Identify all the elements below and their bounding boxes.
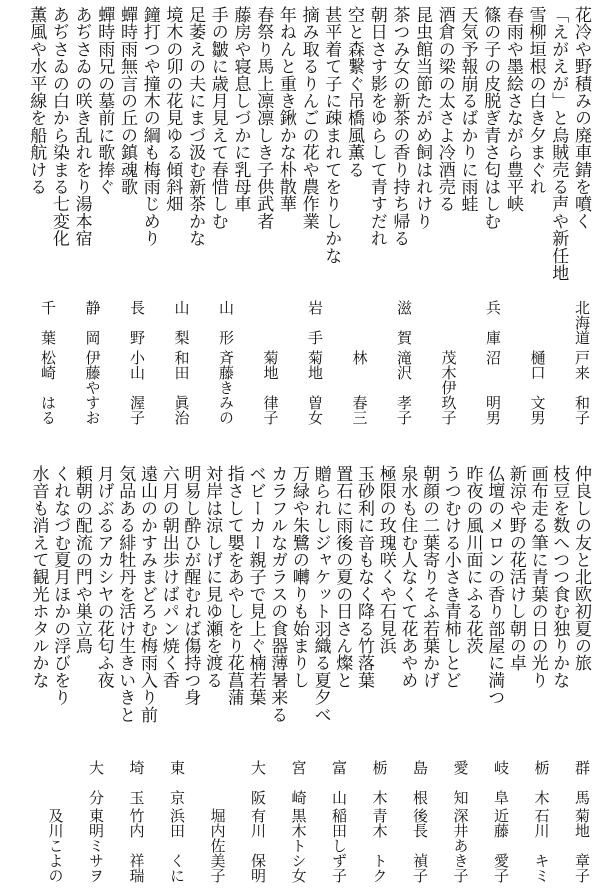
author-name: 深井あき子 [451,808,470,883]
author-name: 松崎 はる [39,350,57,425]
haiku-line: 置石に雨後の夏の日さん燦と [332,465,353,689]
haiku-line: くれなづむ夏月ほかの浮びをり [50,465,71,706]
haiku-line: 万緑や朱鷺の囀りも始まりし [288,465,309,689]
haiku-line: 春祭り馬上凛凛しき子供武者 [253,6,274,230]
author-name: 斉藤きみの [217,350,235,425]
author-name: 有川 保明 [249,808,267,883]
haiku-line: 年ねんと重き鍬かな朴散華 [275,6,296,213]
author-prefecture: 長 野 [128,300,146,345]
author-name: 浜田 くに [168,808,186,883]
haiku-line: 薫風や水平線を船航ける [26,6,47,196]
haiku-line: 篠の子の皮脱ぎ青さ匂はしむ [480,6,501,230]
haiku-line: 対岸は涼しげに見ゆ瀬を渡る [202,465,223,689]
haiku-line: 蟬時雨兄の墓前に歌捧ぐ [94,6,115,196]
haiku-line: 酒倉の梁の太さよ冷酒売る [434,6,455,213]
author-name: 茂木伊玖子 [439,350,458,425]
haiku-line: 気品ある緋牡丹を活け生きいきと [115,465,136,723]
haiku-line: 仲良しの友と北欧初夏の旅 [571,465,591,672]
author-name: 後長 禎子 [411,808,429,883]
haiku-line: 鐘打つや撞木の綱も梅雨じめり [139,6,160,247]
author-prefecture: 大 阪 [249,760,267,805]
author-name: 及川こよの [46,808,65,883]
haiku-line: 藤房や寝息しづかに乳母車 [230,6,251,213]
author-prefecture: 山 形 [217,300,235,345]
author-prefecture: 東 京 [168,760,186,805]
author-prefecture: 兵 庫 [484,300,502,345]
haiku-line: 手の皺に歳月見えて春惜しむ [207,6,228,230]
author-prefecture: 愛 知 [451,760,470,805]
haiku-line: 極限の玫瑰咲くや石見浜 [375,465,396,655]
haiku-line: 水音も消えて観光ホタルかな [28,465,49,689]
author-name: 菊地 律子 [261,350,280,425]
haiku-line: 昨夜の風川面にふる花茨 [462,465,483,655]
author-prefecture: 静 岡 [83,300,102,345]
author-name: 和田 眞治 [172,350,191,425]
author-name: 伊藤やすお [83,350,102,425]
haiku-line: 明易し酔ひが醒むれば傷持つ身 [180,465,201,706]
haiku-line: 昆虫館当節たがめ飼はれけり [412,6,433,230]
haiku-line: 天気予報崩るばかりに雨蛙 [457,6,478,213]
haiku-line: ベビーカー親子で見上ぐ楠若葉 [245,465,266,706]
haiku-line: 玉砂利に音もなく降る竹落葉 [354,465,374,689]
author-prefecture: 山 梨 [172,300,191,345]
haiku-line: 「えがえが」と烏賊売る声や新任地 [548,6,569,282]
haiku-line: うつむける小さき青柿しとど [440,465,461,689]
author-prefecture: 島 根 [411,760,429,805]
author-name: 菊地 章子 [573,808,591,883]
haiku-line: 仏壇のメロンの香り部屋に満つ [484,465,505,706]
haiku-line: カラフルなガラスの食器薄暑来る [267,465,288,723]
haiku-line: 泉水も住む人なくて花あやめ [397,465,418,689]
haiku-line: あぢさゐの白から染まる七変化 [48,6,69,247]
haiku-line: 指さして嬰をあやしをり花菖蒲 [223,465,244,706]
author-prefecture: 岩 手 [306,300,324,345]
haiku-line: 画布走る筆に青葉の日の光り [527,465,548,689]
author-name: 青木 トク [370,808,389,883]
haiku-line: 茶つみ女の新茶の香り持ち帰る [389,6,410,247]
haiku-line: 月げぶるアカシヤの花匂ふ夜 [93,465,114,689]
haiku-line: あぢさゐの咲き乱れをり湯本宿 [71,6,92,247]
author-prefecture: 千 葉 [39,300,57,345]
author-name: 樋口 文男 [528,350,547,425]
haiku-line: 贈られしジャケット羽織る夏夕べ [310,465,331,723]
haiku-line: 空と森繋ぐ吊橋風薫る [344,6,364,178]
haiku-line: 新涼や野の花活けし朝の卓 [505,465,526,672]
author-name: 近藤 愛子 [492,808,510,883]
author-prefecture: 栃 木 [532,760,551,805]
haiku-line: 足萎えの夫にまづ汲む新茶かな [185,6,206,247]
author-prefecture: 宮 崎 [289,760,308,805]
haiku-line: 六月の朝出歩けばパン焼く香 [158,465,179,689]
author-prefecture: 大 分 [87,760,105,805]
author-prefecture: 群 馬 [573,760,591,805]
author-name: 堀内佐美子 [208,808,227,883]
haiku-line: 春雨や墨絵さながら豊平峡 [502,6,523,213]
haiku-line: 摘み取るりんごの花や農作業 [298,6,319,230]
haiku-line: 遠山のかすみまどろむ梅雨入り前 [137,465,157,723]
haiku-line: 蟬時雨無言の丘の鎮魂歌 [117,6,137,196]
author-prefecture: 栃 木 [370,760,389,805]
author-prefecture: 北海道 [573,300,591,345]
author-name: 東明ミサヲ [87,808,105,883]
haiku-line: 甚平着て子に疎まれてをりしかな [321,6,342,264]
author-name: 黒木トシ女 [289,808,308,883]
author-name: 稲田しず子 [330,808,348,883]
author-name: 林 春三 [350,350,369,425]
author-name: 竹内 祥瑞 [127,808,146,883]
haiku-line: 雪柳垣根の白き夕まぐれ [525,6,546,196]
author-prefecture: 滋 賀 [395,300,413,345]
author-name: 滝沢 孝子 [395,350,413,425]
author-name: 沼 明男 [484,350,502,425]
haiku-line: 朝日さす影をゆらして青すだれ [366,6,387,247]
haiku-line: 枝豆を数へつつ食む独りかな [549,465,570,689]
haiku-line: 境木の卯の花見ゆる傾斜畑 [162,6,183,213]
author-name: 小山 渥子 [128,350,146,425]
author-name: 菊地 曽女 [306,350,324,425]
author-prefecture: 埼 玉 [127,760,146,805]
haiku-line: 花冷や野積みの廃車錆を噴く [571,6,591,230]
haiku-line: 朝顔の二葉寄りそふ若葉かげ [419,465,440,689]
haiku-line: 頼朝の配流の門や巣立鳥 [71,465,92,655]
author-prefecture: 岐 阜 [492,760,510,805]
author-prefecture: 富 山 [330,760,348,805]
author-name: 石川 キミ [532,808,551,883]
author-name: 戸来 和子 [573,350,591,425]
